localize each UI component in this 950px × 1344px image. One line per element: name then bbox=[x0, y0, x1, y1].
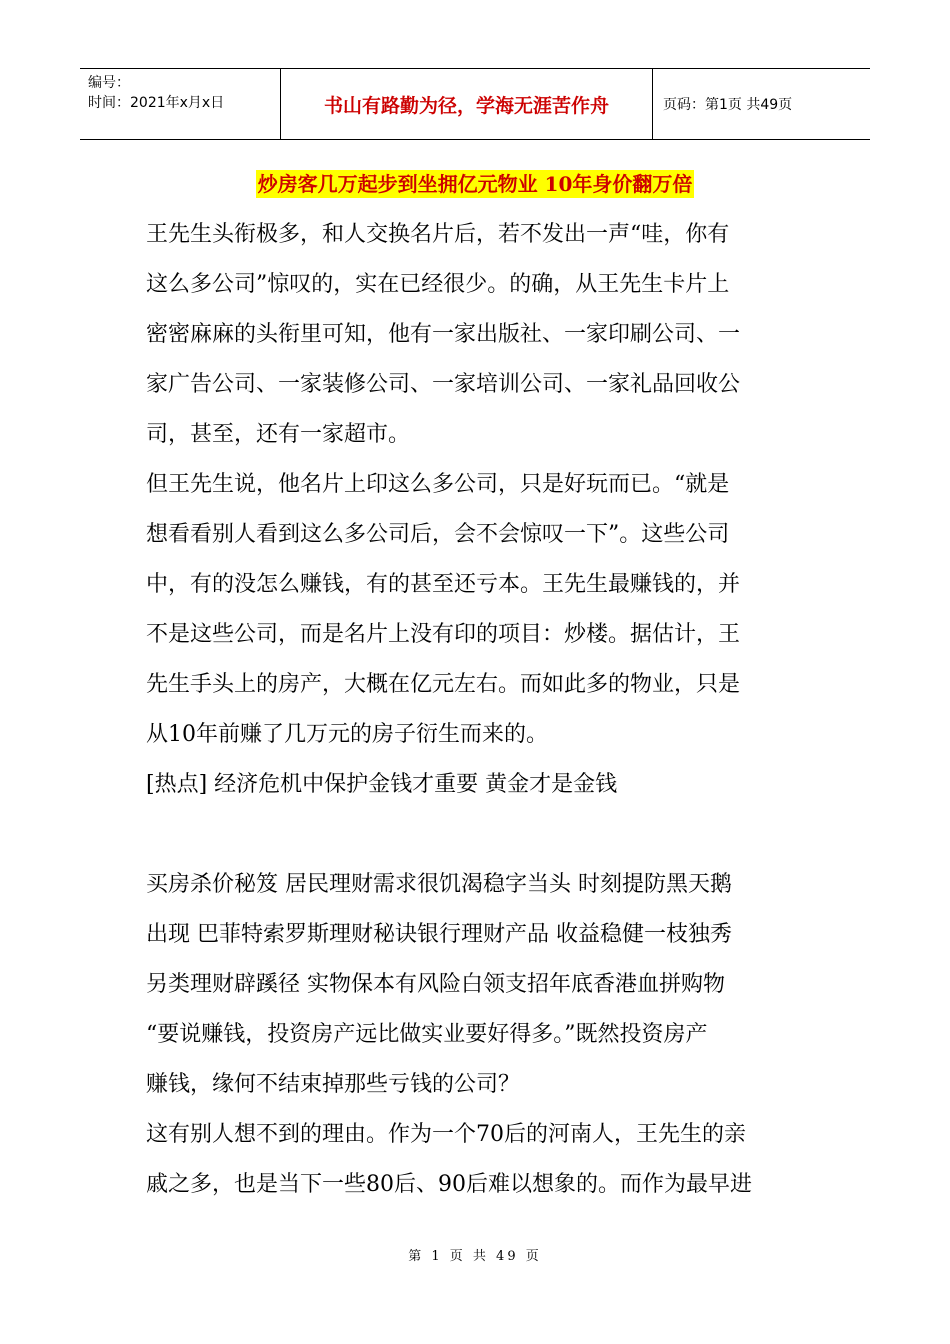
body-line: 这么多公司”惊叹的，实在已经很少。的确，从王先生卡片上 bbox=[146, 272, 730, 297]
body-line: “要说赚钱，投资房产远比做实业要好得多。”既然投资房产 bbox=[146, 1022, 708, 1047]
header-meta-cell bbox=[80, 69, 281, 139]
paragraph-gap bbox=[146, 810, 816, 860]
body-line: 但王先生说，他名片上印这么多公司，只是好玩而已。“就是 bbox=[146, 472, 730, 497]
body-line: 从10年前赚了几万元的房子衍生而来的。 bbox=[146, 722, 548, 747]
article-title: 炒房客几万起步到坐拥亿元物业 10年身价翻万倍 bbox=[257, 172, 693, 196]
body-line: 戚之多，也是当下一些80后、90后难以想象的。而作为最早进 bbox=[146, 1172, 752, 1197]
body-line: 司，甚至，还有一家超市。 bbox=[146, 422, 411, 447]
document-header-table bbox=[80, 68, 870, 140]
body-line: 出现 巴菲特索罗斯理财秘诀银行理财产品 收益稳健一枝独秀 bbox=[146, 922, 732, 947]
page-footer: 第 1 页 共 49 页 bbox=[408, 1249, 542, 1264]
article-body bbox=[146, 210, 816, 1210]
body-line: 密密麻麻的头衔里可知，他有一家出版社、一家印刷公司、一 bbox=[146, 322, 741, 347]
body-line: 家广告公司、一家装修公司、一家培训公司、一家礼品回收公 bbox=[146, 372, 741, 397]
body-line: 中，有的没怎么赚钱，有的甚至还亏本。王先生最赚钱的，并 bbox=[146, 572, 741, 597]
body-line: [热点] 经济危机中保护金钱才重要 黄金才是金钱 bbox=[146, 772, 618, 797]
body-line: 买房杀价秘笈 居民理财需求很饥渴稳字当头 时刻提防黑天鹅 bbox=[146, 872, 732, 897]
body-line: 不是这些公司，而是名片上没有印的项目：炒楼。据估计，王 bbox=[146, 622, 741, 647]
body-line: 想看看别人看到这么多公司后，会不会惊叹一下”。这些公司 bbox=[146, 522, 730, 547]
article-title-wrap bbox=[0, 170, 950, 198]
document-number-label: 编号： bbox=[88, 75, 130, 91]
body-line: 另类理财辟蹊径 实物保本有风险白领支招年底香港血拼购物 bbox=[146, 972, 725, 997]
body-line: 先生手头上的房产，大概在亿元左右。而如此多的物业，只是 bbox=[146, 672, 741, 697]
body-line: 这有别人想不到的理由。作为一个70后的河南人，王先生的亲 bbox=[146, 1122, 746, 1147]
body-line: 赚钱，缘何不结束掉那些亏钱的公司？ bbox=[146, 1072, 521, 1097]
header-page-info: 页码：第1页 共49页 bbox=[663, 97, 793, 113]
header-motto: 书山有路勤为径，学海无涯苦作舟 bbox=[281, 69, 653, 139]
document-time-label: 时间：2021年x月x日 bbox=[88, 95, 225, 111]
body-line: 王先生头衔极多，和人交换名片后，若不发出一声“哇，你有 bbox=[146, 222, 730, 247]
